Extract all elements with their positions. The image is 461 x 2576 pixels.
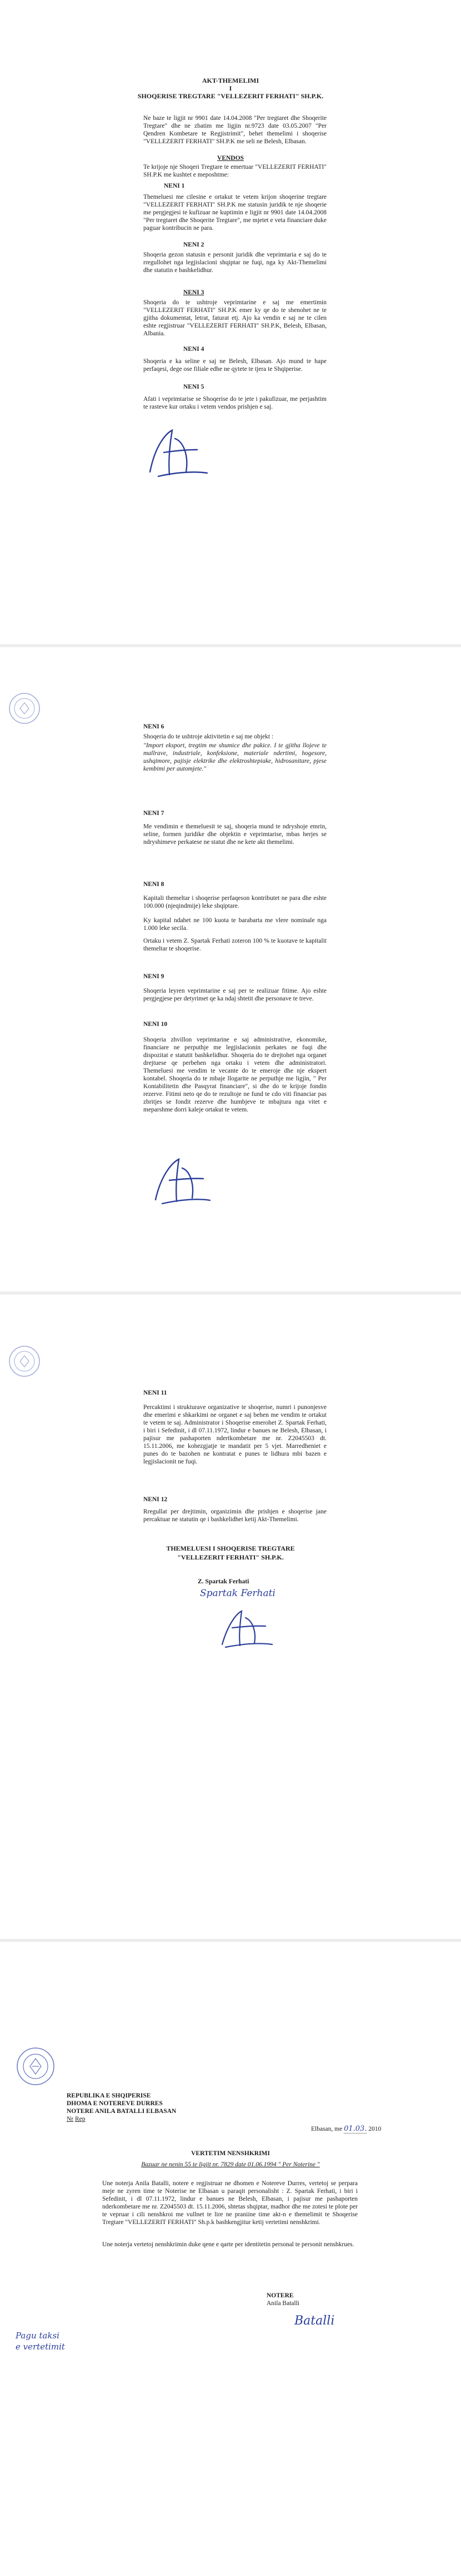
notary-seal-page4 [16,2046,56,2086]
company-title: SHOQERISE TREGTARE "VELLEZERIT FERHATI" SH.P.K. [137,92,324,100]
article-2-heading: NENI 2 [183,242,204,248]
article-9-text: Shoqeria leyren veprimtarine e saj per te realizuar fitime. Ajo eshte pergjegjese per detyrimet qe ka ndaj shtetit dhe personave te treve. [143,988,327,1002]
founder-handwritten-name: Spartak Ferhati [200,1588,275,1599]
notary-title: NOTERE [267,2292,294,2299]
article-8-text-2: Ky kapital ndahet ne 100 kuota te barabarta me vlere nominale nga 1.000 leke secila. [143,917,327,932]
article-8-text-1: Kapitali themeltar i shoqerise perfaqeson kontributet ne para dhe eshte 100.000 (njeqindmije) leke shqiptare. [143,895,327,909]
date-prefix: Elbasan, me [311,2126,343,2132]
article-8-heading: NENI 8 [143,881,164,888]
notary-stamp-page2 [8,692,41,725]
notary-signature: Batalli [294,2314,335,2328]
founder-block-title-1: THEMELUESI I SHOQERISE TREGTARE [166,1544,295,1552]
article-3-text: Shoqeria do te ushtroje veprimtarine e saj me emertimin "VELLEZERIT FERHATI" SH.P.K emer ky qe do te shenohet ne te gjitha dokumentat, letrat, faturat etj. Ajo ka vendin e saj ne te cilen eshte regjistruar "VELLEZERIT FERHATI" SH.P.K, Belesh, Elbasan, Albania. [143,299,327,337]
founder-signature-page2 [150,1153,217,1208]
article-5-text: Afati i veprimtarise se Shoqerise do te jete i pakufizuar, me perjashtim te rasteve kur ortaku i vetem vendos prishjen e saj. [143,396,327,410]
intro-paragraph: Ne baze te ligjit nr 9901 date 14.04.2008 "Per tregtaret dhe Shoqerite Tregtare" dhe ne zbatim me ligjin nr.9723 date 03.05.2007 "Per Qendren Kombetare te Regjistrimit", behet themelimi i shoqerise "VELLEZERIT FERHATI" SH.P.K me seli ne Belesh, Elbasan. [143,115,327,145]
article-3-heading: NENI 3 [183,289,204,296]
article-10-heading: NENI 10 [143,1021,168,1028]
article-4-heading: NENI 4 [183,346,204,353]
founder-signature-page1 [142,422,214,483]
certification-body-1: Une noterja Anila Batalli, notere e regjistruar ne dhomen e Notereve Durres, vertetoj se perpara meje ne zyren time te Noterise ne Elbasan u paraqit personalisht : Z. Spartak Ferhati, i biri i Sefedinit, i dl 07.11.1972, lindur e banues ne Belesh, Elbasan, i pajisur me pashaporten nderkombetare me nr. Z2045503 dt. 15.11.2006, shtetas shqiptar, madhor dhe me zotesi te plote per te vepruar i cili nenshkroi me vullnet te lire ne praniine time akt-n e themelimit te Shoqerise Tregtare "VELLEZERIT FERHATI" Sh.p.k bashkengjitur ketij vertetimi nenshkrimi. [102,2180,358,2226]
article-1-heading: NENI 1 [164,183,185,189]
article-2-text: Shoqeria gezon statusin e personit juridik dhe veprimtaria e saj do te rregullohet nga legjislacioni shqiptar ne fuqi, nga ky Akt-Themelimi dhe statutin e bashkelidhur. [143,251,327,274]
date-year: 2010 [368,2126,382,2132]
notary-office-label: NOTERE ANILA BATALLI ELBASAN [67,2108,177,2115]
document-page-3 [0,1295,461,1939]
document-title-connector: I [229,84,232,92]
founder-name: Z. Spartak Ferhati [198,1578,249,1585]
article-7-text: Me vendimin e themeluesit te saj, shoqeria mund te ndryshoje emrin, seline, formen juridike dhe objektin e veprimtarise, mbas herjes se ndryshimeve perkatese ne statut dhe ne kete akt themelimi. [143,823,327,846]
document-page-4 [0,1942,461,2576]
date-handwritten: 01.03. [344,2125,367,2133]
founder-block-title-2: "VELLEZERIT FERHATI" SH.P.K. [177,1553,284,1561]
article-4-text: Shoqeria e ka seline e saj ne Belesh, Elbasan. Ajo mund te hape perfaqesi, dege ose filiale edhe ne qytete te tjera te Shqiperise. [143,358,327,373]
document-page-1 [0,0,461,644]
document-page-2 [0,647,461,1291]
handwritten-note-line-2: e vertetimit [16,2342,65,2352]
article-1-text: Themeluesi me cilesine e ortakut te vetem krijon shoqerine tregtare "VELLEZERIT FERHATI" SH.P.K me statusin juridik te nje shoqerie me pergjegjesi te kufizuar ne kuptimin e ligjit nr 9901 date 14.04.2008 "Per tregtaret dhe Shoqerite Tregtare", me mjetet e veta financiare duke paguar kontribucin ne para. [143,194,327,232]
repertory-label: Rep [75,2116,86,2122]
article-12-text: Rregullat per drejtimin, organizimin dhe prishjen e shoqerise jane percaktuar ne statutin qe i bashkelidhet ketij Akt-Themelimi. [143,1508,327,1523]
republic-label: REPUBLIKA E SHQIPERISE [67,2092,151,2099]
repertory-number [67,2115,86,2123]
legal-basis: Bazuar ne nenin 55 te ligjit nr. 7829 date 01.06.1994 " Per Noterine " [141,2161,320,2168]
article-11-text: Percaktimi i strukturave organizative te shoqerise, numri i punonjesve dhe emerimi e shkarkimi ne organet e saj behen me vendim te ortakut te vetem te saj. Administrator i Shoqerise emerohet Z. Spartak Ferhati, i biri i Sefedinit, i dl 07.11.1972, lindur e banues ne Belesh, Elbasan, i pajisur me pashaporten ndertkombetare me nr. Z2045503 dt. 15.11.2006, me kohezgjatje te mandatit per 5 vjet. Marredheniet e punes do te bazohen ne kontratat e punes te lidhura mbi bazen e legjislacionit ne fuqi. [143,1404,327,1465]
article-9-heading: NENI 9 [143,973,164,980]
article-5-heading: NENI 5 [183,384,204,390]
notary-stamp-page3 [8,1345,41,1378]
notary-name: Anila Batalli [267,2300,300,2307]
vendos-text: Te krijoje nje Shoqeri Tregtare te emertuar "VELLEZERIT FERHATI" SH.P.K me kushtet e meposhtme: [143,164,327,178]
article-7-heading: NENI 7 [143,810,164,817]
certification-body-2: Une noterja vertetoj nenshkrimin duke qene e qarte per identitetin personal te personit nenshkrues. [102,2241,354,2248]
document-title: AKT-THEMELIMI [202,77,259,84]
vendos-heading: VENDOS [217,155,244,162]
article-6-heading: NENI 6 [143,723,164,730]
article-10-text: Shoqeria zhvillon veprimtarine e saj administrative, ekonomike, financiare ne perputhje me legjislacionin perkates ne fuqi dhe dispozitat e statutit bashkelidhur. Shoqeria do te drejtohet nga organet drejtuese qe perbehen nga ortaku i vetem dhe administratori. Themeluesi me vendim te vecante do te emeroje dhe nje ekspert kontabel. Shoqeria do te mbaje llogarite ne perputhje me ligjin, " Per Kontabilitetin dhe Pasqyrat financiare", si dhe do te krijoje fondin rezerve. Fitimi neto qe do te rezultoje ne fund te cdo viti financiar pas zbritjes se fondit rezerve dhe humbjeve te mbajtura nga vitet e meparshme dorri kaleje ortakut te vetem. [143,1037,327,1113]
founder-signature-page3 [217,1606,278,1650]
article-11-heading: NENI 11 [143,1390,167,1396]
article-6-text: Shoqeria do te ushtroje aktivitetin e saj me objekt : [143,733,274,740]
handwritten-note-line-1: Pagu taksi [16,2331,59,2341]
repertory-nr-label: Nr [67,2116,74,2122]
article-6-object: "Import eksport, tregtim me shumice dhe pakice. I te gjitha llojeve te mallrave, industriale, konfeksione, materiale ndertimi, hogesore, ushqimore, pajisje elektrike dhe elektroshtepiake, hidrosanitare, pjese kembimi per automjete." [143,742,327,772]
article-12-heading: NENI 12 [143,1496,168,1503]
certification-title: VERTETIM NENSHKRIMI [191,2150,270,2157]
notary-date [311,2125,381,2133]
chamber-label: DHOMA E NOTEREVE DURRES [67,2100,163,2107]
article-8-text-3: Ortaku i vetem Z. Spartak Ferhati zoteron 100 % te kuotave te kapitalit themeltar te shoqerise. [143,938,327,952]
